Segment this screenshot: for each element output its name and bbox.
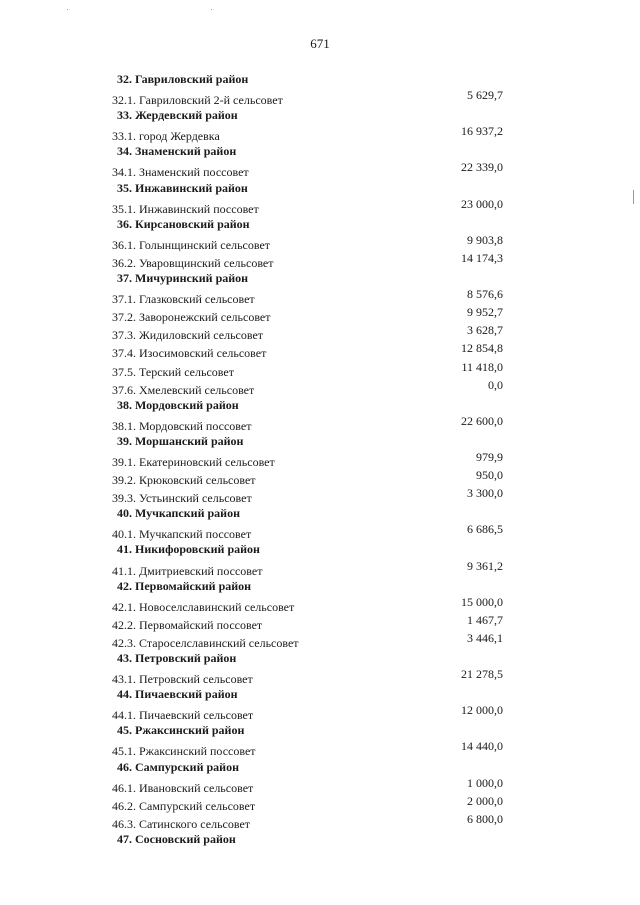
settlement-name: 42.1. Новоселславинский сельсовет xyxy=(112,599,295,614)
settlement-name: 38.1. Мордовский поссовет xyxy=(112,418,252,433)
district-title: 36. Кирсановский район xyxy=(117,216,250,231)
settlement-row xyxy=(0,486,640,504)
settlement-row xyxy=(0,794,640,812)
district-title: 39. Моршанский район xyxy=(117,433,244,448)
settlement-name: 39.2. Крюковский сельсовет xyxy=(112,473,256,488)
district-heading xyxy=(0,649,640,667)
settlement-name: 41.1. Дмитриевский поссовет xyxy=(112,563,263,578)
settlement-name: 37.3. Жидиловский сельсовет xyxy=(112,328,264,343)
district-heading xyxy=(0,269,640,287)
settlement-name: 39.3. Устьинский сельсовет xyxy=(112,491,252,506)
district-heading xyxy=(0,215,640,233)
settlement-amount: 23 000,0 xyxy=(461,196,503,211)
settlement-row xyxy=(0,667,640,685)
settlement-row xyxy=(0,776,640,794)
settlement-row xyxy=(0,378,640,396)
settlement-row xyxy=(0,233,640,251)
district-title: 44. Пичаевский район xyxy=(117,687,238,702)
settlement-name: 45.1. Ржаксинский поссовет xyxy=(112,744,256,759)
settlement-name: 35.1. Инжавинский поссовет xyxy=(112,201,259,216)
settlement-amount: 22 600,0 xyxy=(461,413,503,428)
settlement-name: 43.1. Петровский сельсовет xyxy=(112,672,253,687)
page-number: 671 xyxy=(310,36,330,51)
district-title: 34. Знаменский район xyxy=(117,144,237,159)
settlement-amount: 21 278,5 xyxy=(461,667,503,682)
district-heading xyxy=(0,504,640,522)
district-title: 40. Мучкапский район xyxy=(117,506,240,521)
district-heading xyxy=(0,106,640,124)
settlement-amount: 9 952,7 xyxy=(467,305,503,320)
settlement-name: 42.3. Староселславинский сельсовет xyxy=(112,635,299,650)
settlement-amount: 9 903,8 xyxy=(467,232,503,247)
settlement-amount: 14 440,0 xyxy=(461,739,503,754)
settlement-name: 37.5. Терский сельсовет xyxy=(112,364,234,379)
settlement-name: 36.1. Голынщинский сельсовет xyxy=(112,237,271,252)
allocation-list xyxy=(0,70,640,848)
settlement-amount: 5 629,7 xyxy=(467,88,503,103)
district-heading xyxy=(0,758,640,776)
settlement-name: 42.2. Первомайский поссовет xyxy=(112,617,263,632)
district-title: 45. Ржаксинский район xyxy=(117,723,245,738)
district-heading xyxy=(0,179,640,197)
settlement-amount: 2 000,0 xyxy=(467,793,503,808)
district-heading xyxy=(0,70,640,88)
settlement-amount: 11 418,0 xyxy=(461,359,503,374)
settlement-name: 34.1. Знаменский поссовет xyxy=(112,165,249,180)
settlement-name: 39.1. Екатериновский сельсовет xyxy=(112,454,275,469)
settlement-name: 32.1. Гавриловский 2-й сельсовет xyxy=(112,93,283,108)
district-title: 38. Мордовский район xyxy=(117,397,239,412)
district-title: 43. Петровский район xyxy=(117,651,237,665)
settlement-amount: 12 854,8 xyxy=(461,341,503,356)
district-title: 32. Гавриловский район xyxy=(117,72,249,86)
settlement-row xyxy=(0,305,640,323)
settlement-name: 46.3. Сатинского сельсовет xyxy=(112,816,251,831)
settlement-name: 33.1. город Жердевка xyxy=(112,129,220,144)
settlement-amount: 1 467,7 xyxy=(467,612,503,627)
settlement-row xyxy=(0,613,640,631)
settlement-amount: 22 339,0 xyxy=(461,160,503,175)
scan-speck xyxy=(211,9,212,10)
district-heading xyxy=(0,396,640,414)
settlement-row xyxy=(0,88,640,106)
settlement-row xyxy=(0,160,640,178)
district-title: 41. Никифоровский район xyxy=(117,542,260,557)
settlement-amount: 979,9 xyxy=(476,449,503,464)
district-heading xyxy=(0,142,640,160)
settlement-amount: 3 446,1 xyxy=(467,630,503,645)
district-heading xyxy=(0,721,640,739)
settlement-amount: 15 000,0 xyxy=(461,594,503,609)
settlement-row xyxy=(0,703,640,721)
settlement-row xyxy=(0,631,640,649)
district-heading xyxy=(0,432,640,450)
settlement-amount: 16 937,2 xyxy=(461,124,503,139)
settlement-name: 37.4. Изосимовский сельсовет xyxy=(112,346,267,361)
settlement-row xyxy=(0,341,640,359)
settlement-name: 37.2. Заворонежский сельсовет xyxy=(112,310,271,325)
settlement-row xyxy=(0,559,640,577)
settlement-amount: 1 000,0 xyxy=(467,775,503,790)
settlement-amount: 3 300,0 xyxy=(467,486,503,501)
district-title: 46. Сампурский район xyxy=(117,759,239,774)
district-heading xyxy=(0,540,640,558)
settlement-name: 37.1. Глазковский сельсовет xyxy=(112,292,255,307)
settlement-amount: 12 000,0 xyxy=(461,703,503,718)
district-heading xyxy=(0,685,640,703)
settlement-name: 44.1. Пичаевский сельсовет xyxy=(112,708,254,723)
settlement-amount: 950,0 xyxy=(476,468,503,483)
settlement-row xyxy=(0,595,640,613)
district-title: 47. Сосновский район xyxy=(117,831,236,846)
settlement-row xyxy=(0,468,640,486)
settlement-row xyxy=(0,124,640,142)
settlement-row xyxy=(0,812,640,830)
scan-speck xyxy=(67,9,68,10)
settlement-name: 46.2. Сампурский сельсовет xyxy=(112,798,256,813)
settlement-row xyxy=(0,522,640,540)
settlement-row xyxy=(0,197,640,215)
settlement-row xyxy=(0,287,640,305)
district-title: 35. Инжавинский район xyxy=(117,180,248,195)
settlement-row xyxy=(0,450,640,468)
settlement-amount: 9 361,2 xyxy=(467,558,503,573)
settlement-name: 36.2. Уваровщинский сельсовет xyxy=(112,255,274,270)
settlement-name: 46.1. Ивановский сельсовет xyxy=(112,780,254,795)
settlement-row xyxy=(0,323,640,341)
settlement-name: 40.1. Мучкапский поссовет xyxy=(112,527,252,542)
settlement-amount: 6 686,5 xyxy=(467,522,503,537)
district-title: 37. Мичуринский район xyxy=(117,271,249,286)
district-title: 33. Жердевский район xyxy=(117,108,238,123)
settlement-row xyxy=(0,251,640,269)
scan-edge-mark xyxy=(633,190,634,204)
settlement-row xyxy=(0,414,640,432)
settlement-amount: 14 174,3 xyxy=(461,250,503,265)
settlement-row xyxy=(0,739,640,757)
settlement-amount: 0,0 xyxy=(488,377,503,392)
settlement-amount: 3 628,7 xyxy=(467,323,503,338)
settlement-row xyxy=(0,360,640,378)
district-heading xyxy=(0,830,640,848)
settlement-amount: 8 576,6 xyxy=(467,287,503,302)
district-heading xyxy=(0,577,640,595)
district-title: 42. Первомайский район xyxy=(117,578,252,593)
settlement-amount: 6 800,0 xyxy=(467,811,503,826)
settlement-name: 37.6. Хмелевский сельсовет xyxy=(112,382,255,397)
